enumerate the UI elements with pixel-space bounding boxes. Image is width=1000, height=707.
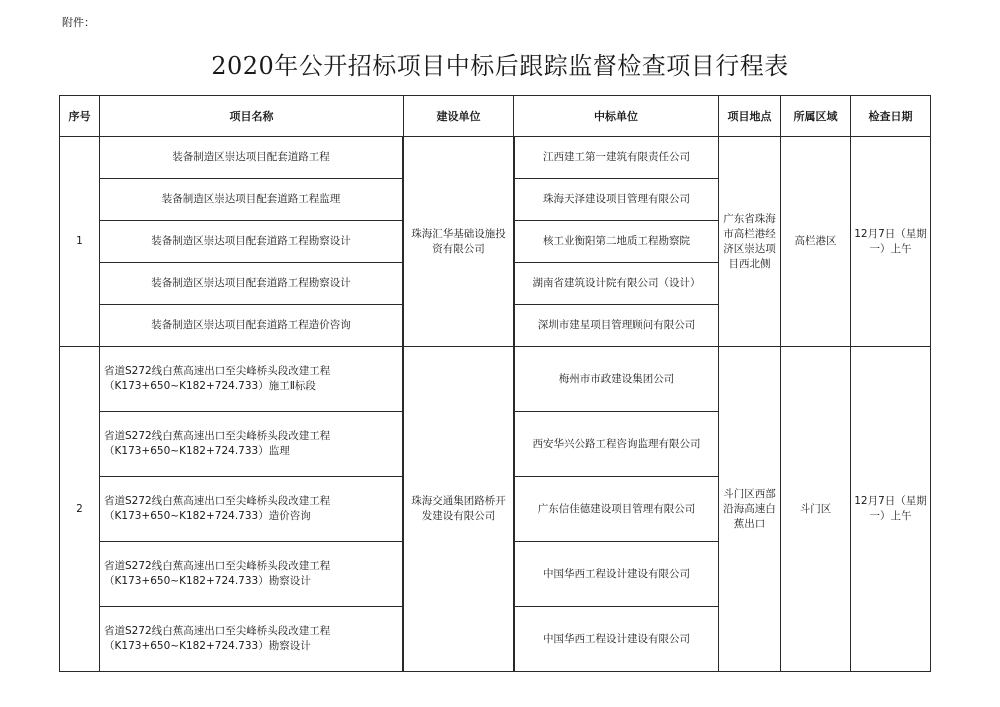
schedule-table (59, 95, 931, 672)
project-name: 装备制造区崇达项目配套道路工程造价咨询 (100, 305, 403, 346)
winner-cell (514, 347, 719, 412)
winner-name: 梅州市市政建设集团公司 (514, 347, 718, 411)
builder-cell: 珠海交通集团路桥开发建设有限公司 (404, 347, 514, 672)
winner-cell (514, 137, 719, 179)
project-name-cell (100, 179, 404, 221)
district-cell: 斗门区 (781, 347, 851, 672)
project-name: 装备制造区崇达项目配套道路工程 (100, 137, 403, 178)
builder-cell: 珠海汇华基础设施投资有限公司 (404, 137, 514, 347)
winner-cell (514, 221, 719, 263)
winner-cell (514, 179, 719, 221)
project-name-cell (100, 542, 404, 607)
project-name: 装备制造区崇达项目配套道路工程勘察设计 (100, 263, 403, 304)
table-row (60, 137, 931, 179)
winner-name: 深圳市建星项目管理顾问有限公司 (514, 305, 718, 346)
location-cell: 斗门区西部沿海高速白蕉出口 (719, 347, 781, 672)
winner-cell (514, 305, 719, 347)
winner-name: 广东信佳德建设项目管理有限公司 (514, 477, 718, 541)
attachment-label: 附件： (62, 16, 95, 29)
winner-name: 中国华西工程设计建设有限公司 (514, 607, 718, 671)
project-name: 省道S272线白蕉高速出口至尖峰桥头段改建工程（K173+650~K182+724.733）勘察设计 (100, 607, 403, 671)
header-date: 检查日期 (851, 96, 931, 137)
project-name: 省道S272线白蕉高速出口至尖峰桥头段改建工程（K173+650~K182+724.733）造价咨询 (100, 477, 403, 541)
project-name: 省道S272线白蕉高速出口至尖峰桥头段改建工程（K173+650~K182+724.733）监理 (100, 412, 403, 476)
header-district: 所属区域 (781, 96, 851, 137)
winner-cell (514, 607, 719, 672)
winner-name: 江西建工第一建筑有限责任公司 (514, 137, 718, 178)
winner-name: 湖南省建筑设计院有限公司（设计） (514, 263, 718, 304)
winner-cell (514, 542, 719, 607)
header-location: 项目地点 (719, 96, 781, 137)
project-name: 装备制造区崇达项目配套道路工程勘察设计 (100, 221, 403, 262)
date-cell: 12月7日（星期一）上午 (851, 137, 931, 347)
date-cell: 12月7日（星期一）上午 (851, 347, 931, 672)
district-cell: 高栏港区 (781, 137, 851, 347)
project-name-cell (100, 347, 404, 412)
project-name-cell (100, 137, 404, 179)
project-name-cell (100, 607, 404, 672)
winner-name: 西安华兴公路工程咨询监理有限公司 (514, 412, 718, 476)
project-name-cell (100, 305, 404, 347)
winner-cell (514, 477, 719, 542)
location-cell: 广东省珠海市高栏港经济区崇达项目西北侧 (719, 137, 781, 347)
winner-cell (514, 412, 719, 477)
header-winner: 中标单位 (514, 96, 719, 137)
project-name: 装备制造区崇达项目配套道路工程监理 (100, 179, 403, 220)
header-row (60, 96, 931, 137)
project-name-cell (100, 477, 404, 542)
winner-name: 中国华西工程设计建设有限公司 (514, 542, 718, 606)
table-row (60, 347, 931, 412)
row-number: 2 (60, 347, 100, 672)
winner-name: 核工业衡阳第二地质工程勘察院 (514, 221, 718, 262)
header-project-name: 项目名称 (100, 96, 404, 137)
header-no: 序号 (60, 96, 100, 137)
row-number: 1 (60, 137, 100, 347)
project-name-cell (100, 263, 404, 305)
project-name: 省道S272线白蕉高速出口至尖峰桥头段改建工程（K173+650~K182+724.733）勘察设计 (100, 542, 403, 606)
project-name: 省道S272线白蕉高速出口至尖峰桥头段改建工程（K173+650~K182+724.733）施工Ⅱ标段 (100, 347, 403, 411)
project-name-cell (100, 221, 404, 263)
winner-name: 珠海天泽建设项目管理有限公司 (514, 179, 718, 220)
project-name-cell (100, 412, 404, 477)
winner-cell (514, 263, 719, 305)
header-builder: 建设单位 (404, 96, 514, 137)
page-title: 2020年公开招标项目中标后跟踪监督检查项目行程表 (211, 52, 789, 80)
